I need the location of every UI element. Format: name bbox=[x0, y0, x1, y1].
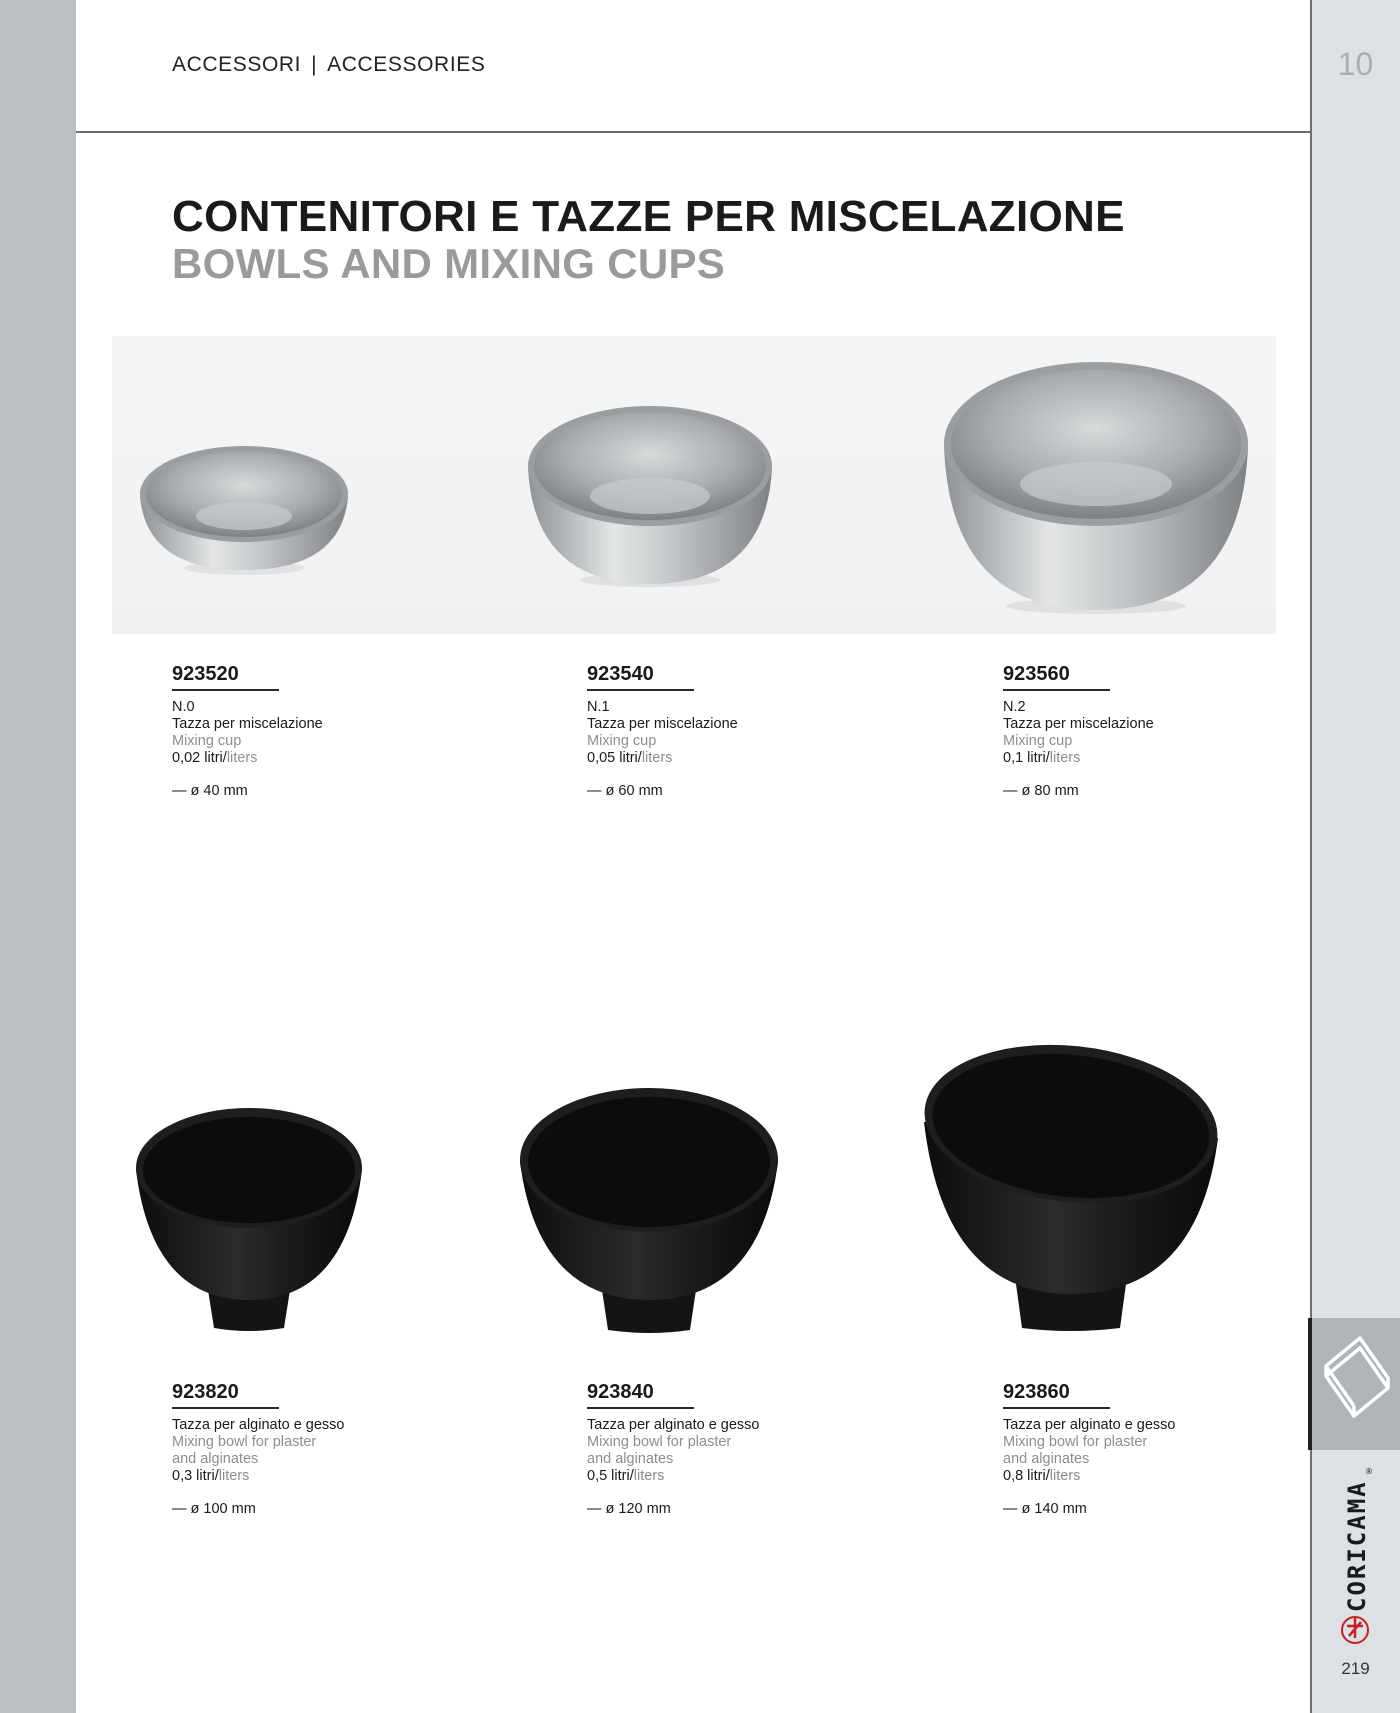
page-subtitle: BOWLS AND MIXING CUPS bbox=[172, 240, 726, 287]
product-923820 bbox=[172, 1380, 502, 1518]
chapter-tab-marker bbox=[1308, 1318, 1312, 1450]
steel-bowl-image-n2 bbox=[940, 354, 1252, 614]
section-label-en: ACCESSORIES bbox=[327, 53, 486, 76]
product-name-en: Mixing bowl for plaster bbox=[172, 1434, 317, 1450]
product-diameter: — ø 60 mm bbox=[587, 783, 663, 799]
left-margin-band bbox=[0, 0, 76, 1713]
product-capacity-unit-en: liters bbox=[641, 750, 673, 766]
product-923560 bbox=[1003, 662, 1333, 800]
product-code-underline bbox=[1003, 689, 1110, 691]
product-name-it: Tazza per miscelazione bbox=[587, 716, 738, 732]
product-name-en: Mixing cup bbox=[172, 733, 242, 749]
product-name-en: Mixing bowl for plaster bbox=[587, 1434, 732, 1450]
product-capacity-unit-en: liters bbox=[226, 750, 258, 766]
product-name-it: Tazza per miscelazione bbox=[172, 716, 323, 732]
product-capacity: 0,05 litri/ bbox=[587, 750, 642, 766]
product-capacity: 0,3 litri/ bbox=[172, 1468, 219, 1484]
rubber-bowl-image-923860 bbox=[920, 1042, 1222, 1334]
product-code-underline bbox=[172, 1407, 279, 1409]
product-name-it: Tazza per alginato e gesso bbox=[1003, 1417, 1176, 1433]
chapter-number: 10 bbox=[1337, 46, 1374, 82]
steel-bowl-image-n1 bbox=[524, 392, 776, 588]
product-name-en: Mixing cup bbox=[1003, 733, 1073, 749]
section-separator: | bbox=[311, 53, 318, 76]
product-name-it: Tazza per miscelazione bbox=[1003, 716, 1154, 732]
product-923520 bbox=[172, 662, 502, 800]
product-name-en-continued: and alginates bbox=[172, 1451, 259, 1467]
product-code: 923860 bbox=[1003, 1381, 1070, 1403]
product-code: 923840 bbox=[587, 1381, 654, 1403]
product-name-it: Tazza per alginato e gesso bbox=[172, 1417, 345, 1433]
product-code: 923540 bbox=[587, 663, 654, 685]
product-capacity-unit-en: liters bbox=[1049, 750, 1081, 766]
coricama-logo-icon bbox=[1335, 1466, 1379, 1646]
product-capacity-unit-en: liters bbox=[633, 1468, 665, 1484]
section-label-it: ACCESSORI bbox=[172, 53, 302, 76]
product-code-underline bbox=[587, 1407, 694, 1409]
product-code: 923560 bbox=[1003, 663, 1070, 685]
product-923840 bbox=[587, 1380, 917, 1518]
product-code: 923520 bbox=[172, 663, 239, 685]
product-code: 923820 bbox=[172, 1381, 239, 1403]
product-code-underline bbox=[1003, 1407, 1110, 1409]
product-923860 bbox=[1003, 1380, 1333, 1518]
product-name-it: Tazza per alginato e gesso bbox=[587, 1417, 760, 1433]
header-divider bbox=[76, 131, 1312, 133]
product-size-label: N.2 bbox=[1003, 699, 1026, 715]
product-capacity: 0,5 litri/ bbox=[587, 1468, 634, 1484]
product-capacity: 0,1 litri/ bbox=[1003, 750, 1050, 766]
product-diameter: — ø 80 mm bbox=[1003, 783, 1079, 799]
steel-bowl-image-n0 bbox=[136, 420, 352, 576]
svg-text:®: ® bbox=[1365, 1467, 1373, 1476]
product-capacity: 0,8 litri/ bbox=[1003, 1468, 1050, 1484]
product-size-label: N.0 bbox=[172, 699, 195, 715]
product-size-label: N.1 bbox=[587, 699, 610, 715]
product-diameter: — ø 140 mm bbox=[1003, 1501, 1087, 1517]
product-capacity-unit-en: liters bbox=[1049, 1468, 1081, 1484]
rubber-bowl-image-923820 bbox=[132, 1100, 366, 1334]
product-code-underline bbox=[172, 689, 279, 691]
product-diameter: — ø 120 mm bbox=[587, 1501, 671, 1517]
product-capacity-unit-en: liters bbox=[218, 1468, 250, 1484]
product-code-underline bbox=[587, 689, 694, 691]
product-923540 bbox=[587, 662, 917, 800]
product-name-en: Mixing cup bbox=[587, 733, 657, 749]
product-name-en-continued: and alginates bbox=[587, 1451, 674, 1467]
product-capacity: 0,02 litri/ bbox=[172, 750, 227, 766]
rubber-bowl-image-923840 bbox=[516, 1082, 782, 1336]
product-diameter: — ø 40 mm bbox=[172, 783, 248, 799]
product-name-en-continued: and alginates bbox=[1003, 1451, 1090, 1467]
product-diameter: — ø 100 mm bbox=[172, 1501, 256, 1517]
page-title: CONTENITORI E TAZZE PER MISCELAZIONE bbox=[172, 192, 1125, 241]
eraser-block-icon bbox=[1320, 1336, 1394, 1426]
product-name-en: Mixing bowl for plaster bbox=[1003, 1434, 1148, 1450]
svg-text:CORICAMA: CORICAMA bbox=[1343, 1480, 1371, 1612]
page-number: 219 bbox=[1341, 1659, 1370, 1678]
section-header bbox=[172, 53, 485, 77]
